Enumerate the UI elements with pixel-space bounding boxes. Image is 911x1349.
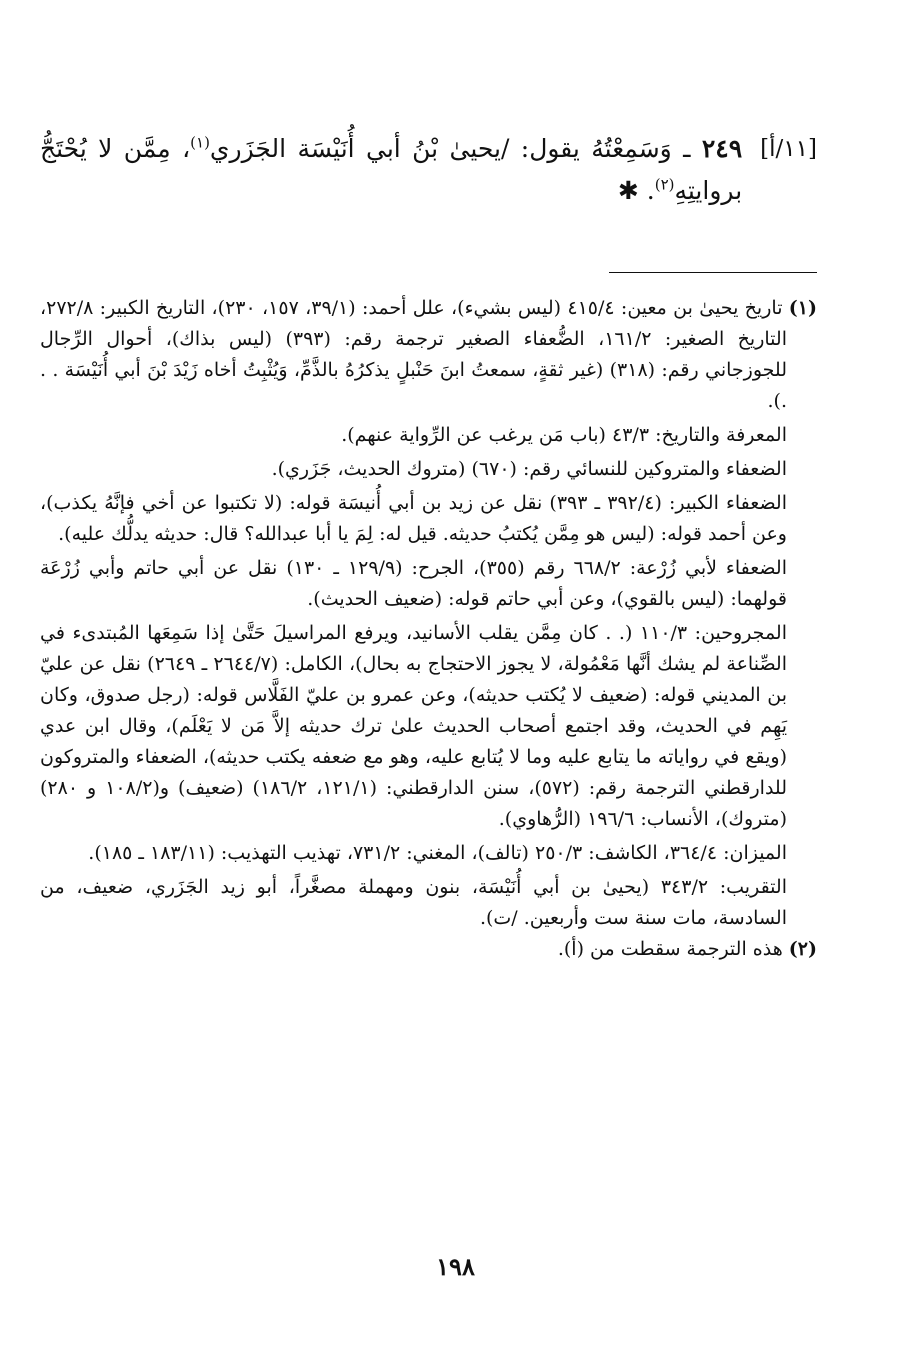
footnote-text: الميزان: ٣٦٤/٤، الكاشف: ٢٥٠/٣ (تالف)، المغني: ٧٣١/٢، تهذيب التهذيب: (١٨٣/١١ ـ ١٨٥).	[88, 842, 787, 864]
footnote-1-paragraph	[40, 618, 817, 835]
footnotes	[40, 293, 817, 965]
entry-number: ٢٤٩	[701, 134, 743, 163]
footnote-number: (١)	[788, 297, 818, 319]
footnote-text: الضعفاء الكبير: (٣٩٢/٤ ـ ٣٩٣) نقل عن زيد بن أبي أُنيسَة قوله: (لا تكتبوا عن أخي فإنَّهُ يكذب)، وعن أحمد قوله: (ليس هو مِمَّن يُكتبُ حديثه. قيل له: لِمَ يا أبا عبدالله؟ قال: حديثه يدلُّك عليه).	[40, 492, 787, 545]
entry-text-part1: ـ وَسَمِعْتُهُ يقول: /يحيىٰ بْنُ أبي أُنَيْسَة الجَزَري	[209, 134, 691, 163]
main-entry	[40, 128, 817, 212]
footnote-1-paragraph	[40, 838, 817, 869]
page-number: ١٩٨	[436, 1252, 475, 1281]
footnote-text: الضعفاء والمتروكين للنسائي رقم: (٦٧٠) (متروك الحديث، جَزَري).	[271, 458, 787, 480]
footnote-1-paragraph	[40, 553, 817, 615]
entry-text-end: . ✱	[617, 176, 655, 205]
page-content	[40, 128, 817, 965]
footnote-separator	[609, 272, 817, 273]
footnote-text: المجروحين: ١١٠/٣ (. . كان مِمَّن يقلب الأسانيد، ويرفع المراسيلَ حَتَّىٰ إذا سَمِعَها المُبتدىء في الصِّناعة لم يشك أنَّها مَعْمُولة، لا يجوز الاحتجاج به بحال)، الكامل: (٢٦٤٤/٧ ـ ٢٦٤٩) نقل عن عليّ بن المديني قوله: (ضعيف لا يُكتب حديثه)، وعن عمرو بن عليّ الفَلَّاس قوله: (رجل صدوق، وكان يَهِم في الحديث، وقد اجتمع أصحاب الحديث علىٰ ترك حديثه إلاَّ مَن لا يَعْلَم)، وقال ابن عدي (ويقع في رواياته ما يتابع عليه وما لا يُتابع عليه، وهو مع ضعفه يكتب حديثه)، الضعفاء والمتروكون للدارقطني الترجمة رقم: (٥٧٢)، سنن الدارقطني: (١٢١/١، ١٨٦/٢) (ضعيف) و(١٠٨/٢ و ٢٨٠) (متروك)، الأنساب: ١٩٦/٦ (الرُّهاوي).	[40, 622, 788, 830]
footnote-text: هذه الترجمة سقطت من (أ).	[557, 938, 783, 960]
footnote-2	[40, 934, 817, 965]
footnote-text: المعرفة والتاريخ: ٤٣/٣ (باب مَن يرغب عن الرِّواية عنهم).	[341, 424, 787, 446]
footnote-marker-1[interactable]: (١)	[190, 133, 210, 152]
footnote-text: تاريخ يحيىٰ بن معين: ٤١٥/٤ (ليس بشيء)، علل أحمد: (٣٩/١، ١٥٧، ٢٣٠)، التاريخ الكبير: ٢٧٢/٨، التاريخ الصغير: ١٦١/٢، الضُّعفاء الصغير ترجمة رقم: (٣٩٣) (ليس بذاك)، أحوال الرِّجال للجوزجاني رقم: (٣١٨) (غير ثقةٍ، سمعتُ ابنَ حَنْبلٍ يذكرُهُ بالذَّمِّ، وَيُثْبِتُ أخاه زَيْدَ بْنَ أبي أُنَيْسَة . . .).	[40, 297, 787, 412]
footnote-text: الضعفاء لأبي زُرْعة: ٦٦٨/٢ رقم (٣٥٥)، الجرح: (١٢٩/٩ ـ ١٣٠) نقل عن أبي حاتم وأبي زُرْعَة قولهما: (ليس بالقوي)، وعن أبي حاتم قوله: (ضعيف الحديث).	[40, 557, 787, 610]
footnote-text: التقريب: ٣٤٣/٢ (يحيىٰ بن أبي أُنَيْسَة، بنون ومهملة مصغَّراً، أبو زيد الجَزَري، ضعيف، من السادسة، مات سنة ست وأربعين. /ت).	[40, 876, 787, 929]
main-entry-text	[40, 128, 742, 212]
entry-text-part2: ، مِمَّن لا يُحْتَجُّ بروايتِهِ	[40, 134, 743, 205]
footnote-1-paragraph	[40, 420, 817, 451]
footnote-1-paragraph	[40, 488, 817, 550]
footnote-1	[40, 293, 817, 417]
folio-reference: [١١/أ]	[760, 136, 817, 162]
footnote-marker-2[interactable]: (٢)	[654, 175, 675, 194]
footnote-1-paragraph	[40, 872, 817, 934]
footnote-number: (٢)	[788, 938, 817, 960]
footnote-1-paragraph	[40, 454, 817, 485]
